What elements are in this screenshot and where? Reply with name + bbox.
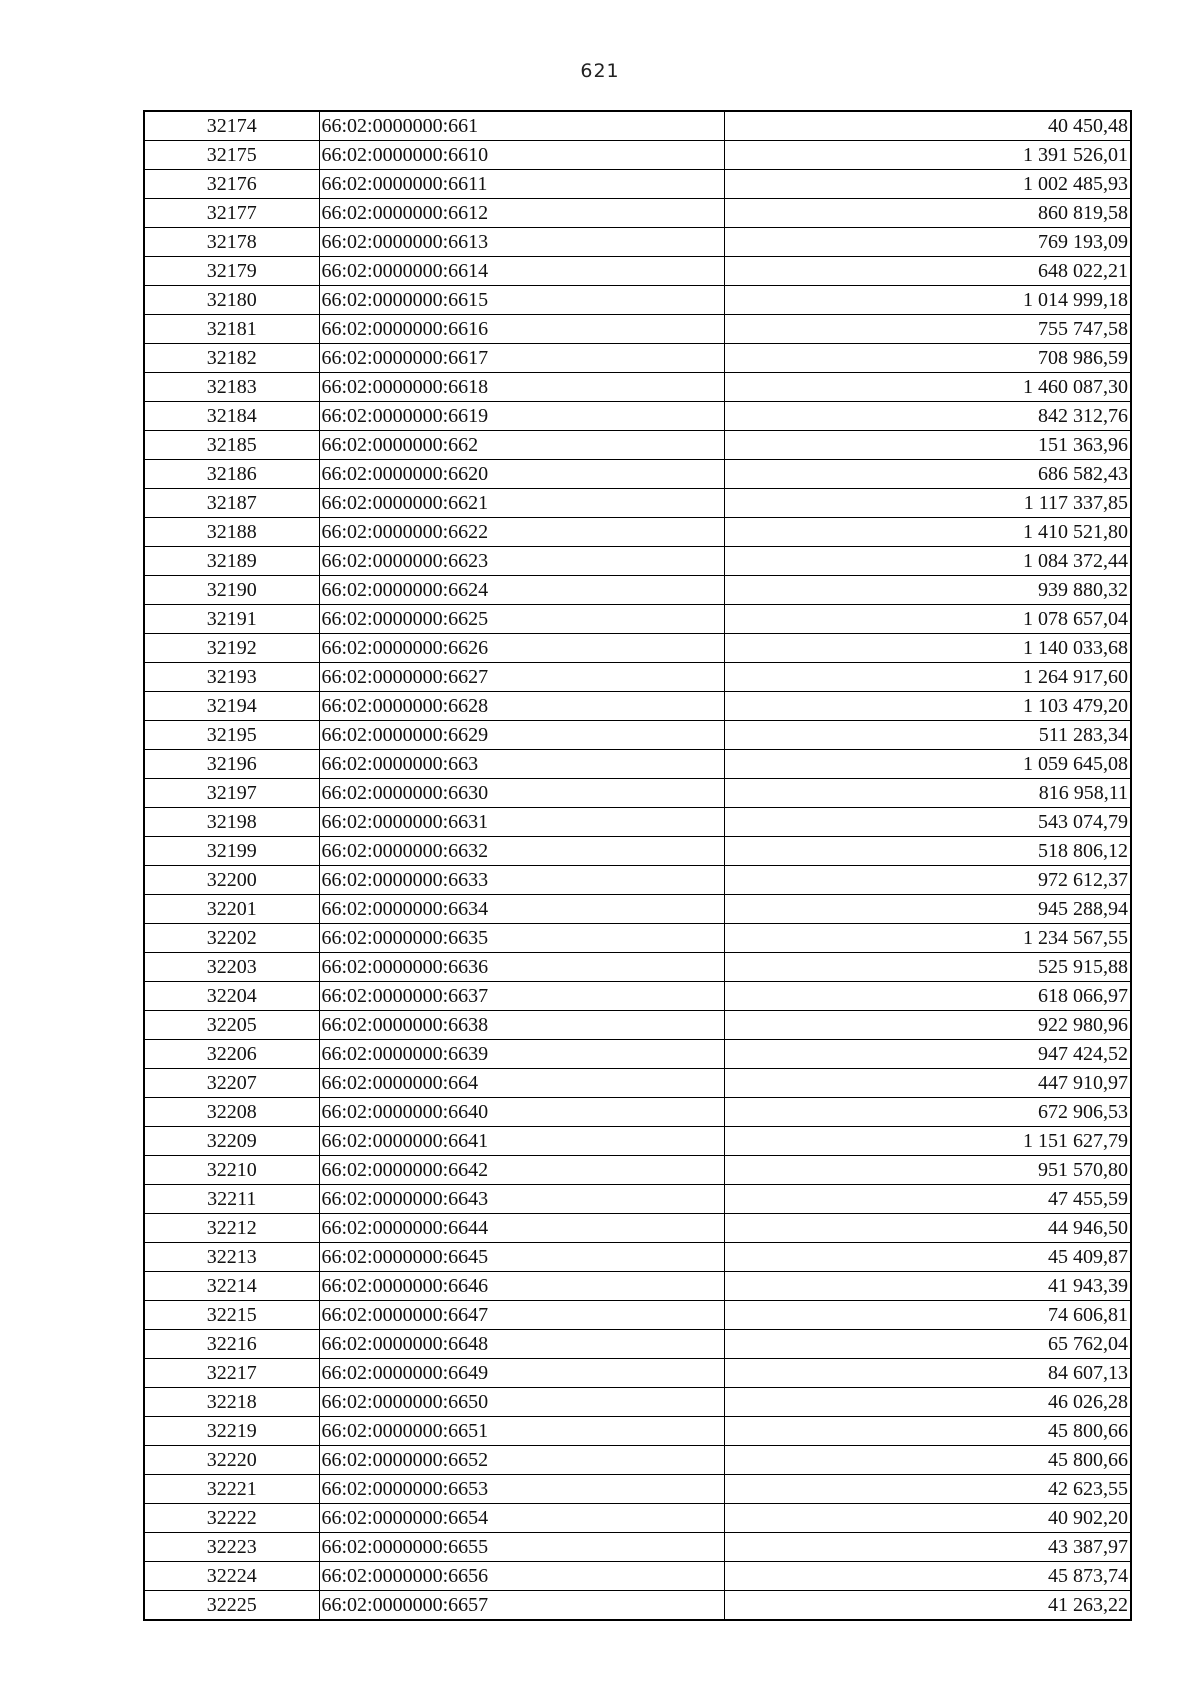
table-row (144, 1011, 1131, 1040)
table-row (144, 1127, 1131, 1156)
row-number-cell: 32191 (144, 605, 319, 634)
cadastral-number-cell: 66:02:0000000:6643 (319, 1185, 724, 1214)
row-number-cell: 32216 (144, 1330, 319, 1359)
cadastral-number-cell: 66:02:0000000:6621 (319, 489, 724, 518)
row-number-cell: 32221 (144, 1475, 319, 1504)
cadastral-value-cell: 447 910,97 (724, 1069, 1131, 1098)
cadastral-number-cell: 66:02:0000000:6630 (319, 779, 724, 808)
cadastral-number-cell: 66:02:0000000:6623 (319, 547, 724, 576)
row-number-cell: 32222 (144, 1504, 319, 1533)
cadastral-value-cell: 41 263,22 (724, 1591, 1131, 1621)
cadastral-number-cell: 66:02:0000000:6632 (319, 837, 724, 866)
cadastral-number-cell: 66:02:0000000:6620 (319, 460, 724, 489)
table-row (144, 953, 1131, 982)
row-number-cell: 32218 (144, 1388, 319, 1417)
table-row (144, 402, 1131, 431)
row-number-cell: 32211 (144, 1185, 319, 1214)
cadastral-value-cell: 1 103 479,20 (724, 692, 1131, 721)
table-row (144, 1272, 1131, 1301)
row-number-cell: 32201 (144, 895, 319, 924)
row-number-cell: 32214 (144, 1272, 319, 1301)
cadastral-value-cell: 618 066,97 (724, 982, 1131, 1011)
cadastral-value-cell: 84 607,13 (724, 1359, 1131, 1388)
row-number-cell: 32224 (144, 1562, 319, 1591)
cadastral-value-cell: 1 151 627,79 (724, 1127, 1131, 1156)
table-row (144, 1301, 1131, 1330)
table-row (144, 663, 1131, 692)
table-row (144, 1504, 1131, 1533)
row-number-cell: 32196 (144, 750, 319, 779)
cadastral-number-cell: 66:02:0000000:6624 (319, 576, 724, 605)
cadastral-value-cell: 46 026,28 (724, 1388, 1131, 1417)
cadastral-value-cell: 1 078 657,04 (724, 605, 1131, 634)
row-number-cell: 32175 (144, 141, 319, 170)
row-number-cell: 32208 (144, 1098, 319, 1127)
row-number-cell: 32199 (144, 837, 319, 866)
cadastral-number-cell: 66:02:0000000:6610 (319, 141, 724, 170)
cadastral-value-cell: 511 283,34 (724, 721, 1131, 750)
cadastral-number-cell: 66:02:0000000:6641 (319, 1127, 724, 1156)
table-row (144, 170, 1131, 199)
table-row (144, 837, 1131, 866)
cadastral-value-cell: 1 002 485,93 (724, 170, 1131, 199)
row-number-cell: 32180 (144, 286, 319, 315)
cadastral-number-cell: 66:02:0000000:6631 (319, 808, 724, 837)
row-number-cell: 32193 (144, 663, 319, 692)
cadastral-value-cell: 1 264 917,60 (724, 663, 1131, 692)
cadastral-value-cell: 1 084 372,44 (724, 547, 1131, 576)
row-number-cell: 32225 (144, 1591, 319, 1621)
table-row (144, 1243, 1131, 1272)
cadastral-value-cell: 40 902,20 (724, 1504, 1131, 1533)
cadastral-value-cell: 525 915,88 (724, 953, 1131, 982)
row-number-cell: 32223 (144, 1533, 319, 1562)
row-number-cell: 32183 (144, 373, 319, 402)
table-row (144, 866, 1131, 895)
table-row (144, 1446, 1131, 1475)
table-row (144, 1475, 1131, 1504)
cadastral-number-cell: 66:02:0000000:6612 (319, 199, 724, 228)
cadastral-number-cell: 66:02:0000000:6647 (319, 1301, 724, 1330)
cadastral-number-cell: 66:02:0000000:6655 (319, 1533, 724, 1562)
table-row (144, 1417, 1131, 1446)
table-row (144, 750, 1131, 779)
cadastral-number-cell: 66:02:0000000:6616 (319, 315, 724, 344)
row-number-cell: 32187 (144, 489, 319, 518)
cadastral-value-cell: 842 312,76 (724, 402, 1131, 431)
table-row (144, 547, 1131, 576)
cadastral-value-cell: 44 946,50 (724, 1214, 1131, 1243)
cadastral-value-cell: 1 014 999,18 (724, 286, 1131, 315)
cadastral-value-cell: 45 873,74 (724, 1562, 1131, 1591)
table-row (144, 605, 1131, 634)
table-row (144, 1359, 1131, 1388)
cadastral-value-cell: 74 606,81 (724, 1301, 1131, 1330)
table-row (144, 286, 1131, 315)
row-number-cell: 32213 (144, 1243, 319, 1272)
cadastral-value-cell: 65 762,04 (724, 1330, 1131, 1359)
row-number-cell: 32185 (144, 431, 319, 460)
cadastral-value-cell: 860 819,58 (724, 199, 1131, 228)
row-number-cell: 32220 (144, 1446, 319, 1475)
cadastral-number-cell: 66:02:0000000:6627 (319, 663, 724, 692)
table-row (144, 1040, 1131, 1069)
row-number-cell: 32181 (144, 315, 319, 344)
cadastral-value-cell: 1 234 567,55 (724, 924, 1131, 953)
table-row (144, 141, 1131, 170)
row-number-cell: 32200 (144, 866, 319, 895)
table-row (144, 199, 1131, 228)
table-body (144, 111, 1131, 1620)
cadastral-number-cell: 66:02:0000000:6657 (319, 1591, 724, 1621)
row-number-cell: 32206 (144, 1040, 319, 1069)
row-number-cell: 32178 (144, 228, 319, 257)
row-number-cell: 32215 (144, 1301, 319, 1330)
row-number-cell: 32174 (144, 111, 319, 141)
cadastral-number-cell: 66:02:0000000:6656 (319, 1562, 724, 1591)
table-row (144, 257, 1131, 286)
cadastral-value-cell: 947 424,52 (724, 1040, 1131, 1069)
cadastral-value-cell: 43 387,97 (724, 1533, 1131, 1562)
cadastral-number-cell: 66:02:0000000:6618 (319, 373, 724, 402)
table-row (144, 1069, 1131, 1098)
table-row (144, 373, 1131, 402)
cadastral-number-cell: 66:02:0000000:6646 (319, 1272, 724, 1301)
cadastral-number-cell: 66:02:0000000:6626 (319, 634, 724, 663)
row-number-cell: 32197 (144, 779, 319, 808)
cadastral-value-cell: 672 906,53 (724, 1098, 1131, 1127)
table-row (144, 1591, 1131, 1621)
cadastral-number-cell: 66:02:0000000:6634 (319, 895, 724, 924)
cadastral-number-cell: 66:02:0000000:6638 (319, 1011, 724, 1040)
cadastral-value-cell: 45 800,66 (724, 1417, 1131, 1446)
row-number-cell: 32184 (144, 402, 319, 431)
cadastral-number-cell: 66:02:0000000:664 (319, 1069, 724, 1098)
cadastral-value-cell: 769 193,09 (724, 228, 1131, 257)
cadastral-value-cell: 922 980,96 (724, 1011, 1131, 1040)
cadastral-number-cell: 66:02:0000000:662 (319, 431, 724, 460)
cadastral-number-cell: 66:02:0000000:6636 (319, 953, 724, 982)
row-number-cell: 32219 (144, 1417, 319, 1446)
cadastral-value-cell: 939 880,32 (724, 576, 1131, 605)
cadastral-number-cell: 66:02:0000000:6640 (319, 1098, 724, 1127)
cadastral-number-cell: 66:02:0000000:6650 (319, 1388, 724, 1417)
cadastral-number-cell: 66:02:0000000:6654 (319, 1504, 724, 1533)
table-row (144, 1156, 1131, 1185)
cadastral-value-cell: 1 140 033,68 (724, 634, 1131, 663)
cadastral-value-cell: 1 410 521,80 (724, 518, 1131, 547)
cadastral-number-cell: 66:02:0000000:6639 (319, 1040, 724, 1069)
row-number-cell: 32209 (144, 1127, 319, 1156)
table-row (144, 779, 1131, 808)
table-row (144, 576, 1131, 605)
row-number-cell: 32179 (144, 257, 319, 286)
cadastral-number-cell: 66:02:0000000:6652 (319, 1446, 724, 1475)
cadastral-value-cell: 951 570,80 (724, 1156, 1131, 1185)
table-row (144, 315, 1131, 344)
cadastral-number-cell: 66:02:0000000:6633 (319, 866, 724, 895)
row-number-cell: 32192 (144, 634, 319, 663)
row-number-cell: 32207 (144, 1069, 319, 1098)
table-row (144, 518, 1131, 547)
row-number-cell: 32202 (144, 924, 319, 953)
row-number-cell: 32205 (144, 1011, 319, 1040)
cadastral-number-cell: 66:02:0000000:6629 (319, 721, 724, 750)
row-number-cell: 32182 (144, 344, 319, 373)
cadastral-value-cell: 648 022,21 (724, 257, 1131, 286)
cadastral-value-cell: 972 612,37 (724, 866, 1131, 895)
cadastral-number-cell: 66:02:0000000:6615 (319, 286, 724, 315)
table-row (144, 489, 1131, 518)
cadastral-value-cell: 816 958,11 (724, 779, 1131, 808)
cadastral-value-cell: 518 806,12 (724, 837, 1131, 866)
table-row (144, 1330, 1131, 1359)
cadastral-value-cell: 45 409,87 (724, 1243, 1131, 1272)
row-number-cell: 32176 (144, 170, 319, 199)
cadastral-value-cell: 686 582,43 (724, 460, 1131, 489)
table-row (144, 1562, 1131, 1591)
cadastral-number-cell: 66:02:0000000:6617 (319, 344, 724, 373)
cadastral-number-cell: 66:02:0000000:6622 (319, 518, 724, 547)
page-number: 621 (580, 60, 620, 82)
row-number-cell: 32195 (144, 721, 319, 750)
table-row (144, 924, 1131, 953)
row-number-cell: 32210 (144, 1156, 319, 1185)
row-number-cell: 32188 (144, 518, 319, 547)
table-row (144, 721, 1131, 750)
table-row (144, 1214, 1131, 1243)
row-number-cell: 32189 (144, 547, 319, 576)
cadastral-number-cell: 66:02:0000000:6614 (319, 257, 724, 286)
cadastral-value-cell: 45 800,66 (724, 1446, 1131, 1475)
table-row (144, 1185, 1131, 1214)
row-number-cell: 32217 (144, 1359, 319, 1388)
row-number-cell: 32194 (144, 692, 319, 721)
cadastral-number-cell: 66:02:0000000:6649 (319, 1359, 724, 1388)
table-row (144, 1098, 1131, 1127)
cadastral-value-cell: 1 460 087,30 (724, 373, 1131, 402)
table-row (144, 460, 1131, 489)
cadastral-number-cell: 66:02:0000000:6628 (319, 692, 724, 721)
cadastral-number-cell: 66:02:0000000:6611 (319, 170, 724, 199)
row-number-cell: 32190 (144, 576, 319, 605)
cadastral-value-cell: 42 623,55 (724, 1475, 1131, 1504)
cadastral-number-cell: 66:02:0000000:6625 (319, 605, 724, 634)
cadastral-number-cell: 66:02:0000000:6637 (319, 982, 724, 1011)
table-row (144, 895, 1131, 924)
cadastral-value-cell: 755 747,58 (724, 315, 1131, 344)
cadastral-number-cell: 66:02:0000000:661 (319, 111, 724, 141)
cadastral-value-cell: 40 450,48 (724, 111, 1131, 141)
table-row (144, 431, 1131, 460)
cadastral-number-cell: 66:02:0000000:6648 (319, 1330, 724, 1359)
cadastral-value-cell: 945 288,94 (724, 895, 1131, 924)
cadastral-value-cell: 151 363,96 (724, 431, 1131, 460)
cadastral-number-cell: 66:02:0000000:6635 (319, 924, 724, 953)
cadastral-number-cell: 66:02:0000000:6645 (319, 1243, 724, 1272)
row-number-cell: 32186 (144, 460, 319, 489)
cadastral-number-cell: 66:02:0000000:6653 (319, 1475, 724, 1504)
table-row (144, 982, 1131, 1011)
table-row (144, 692, 1131, 721)
cadastral-value-cell: 708 986,59 (724, 344, 1131, 373)
table-row (144, 808, 1131, 837)
cadastral-number-cell: 66:02:0000000:6642 (319, 1156, 724, 1185)
table-row (144, 111, 1131, 141)
cadastral-value-cell: 41 943,39 (724, 1272, 1131, 1301)
row-number-cell: 32198 (144, 808, 319, 837)
cadastral-value-cell: 1 117 337,85 (724, 489, 1131, 518)
cadastral-number-cell: 66:02:0000000:6613 (319, 228, 724, 257)
cadastral-number-cell: 66:02:0000000:663 (319, 750, 724, 779)
cadastral-value-table (143, 110, 1132, 1621)
table-row (144, 1533, 1131, 1562)
row-number-cell: 32203 (144, 953, 319, 982)
cadastral-number-cell: 66:02:0000000:6651 (319, 1417, 724, 1446)
cadastral-value-cell: 1 391 526,01 (724, 141, 1131, 170)
row-number-cell: 32212 (144, 1214, 319, 1243)
table-row (144, 344, 1131, 373)
row-number-cell: 32204 (144, 982, 319, 1011)
table-row (144, 228, 1131, 257)
cadastral-number-cell: 66:02:0000000:6619 (319, 402, 724, 431)
row-number-cell: 32177 (144, 199, 319, 228)
cadastral-number-cell: 66:02:0000000:6644 (319, 1214, 724, 1243)
cadastral-value-cell: 543 074,79 (724, 808, 1131, 837)
cadastral-value-cell: 47 455,59 (724, 1185, 1131, 1214)
table-row (144, 634, 1131, 663)
cadastral-value-cell: 1 059 645,08 (724, 750, 1131, 779)
table-row (144, 1388, 1131, 1417)
